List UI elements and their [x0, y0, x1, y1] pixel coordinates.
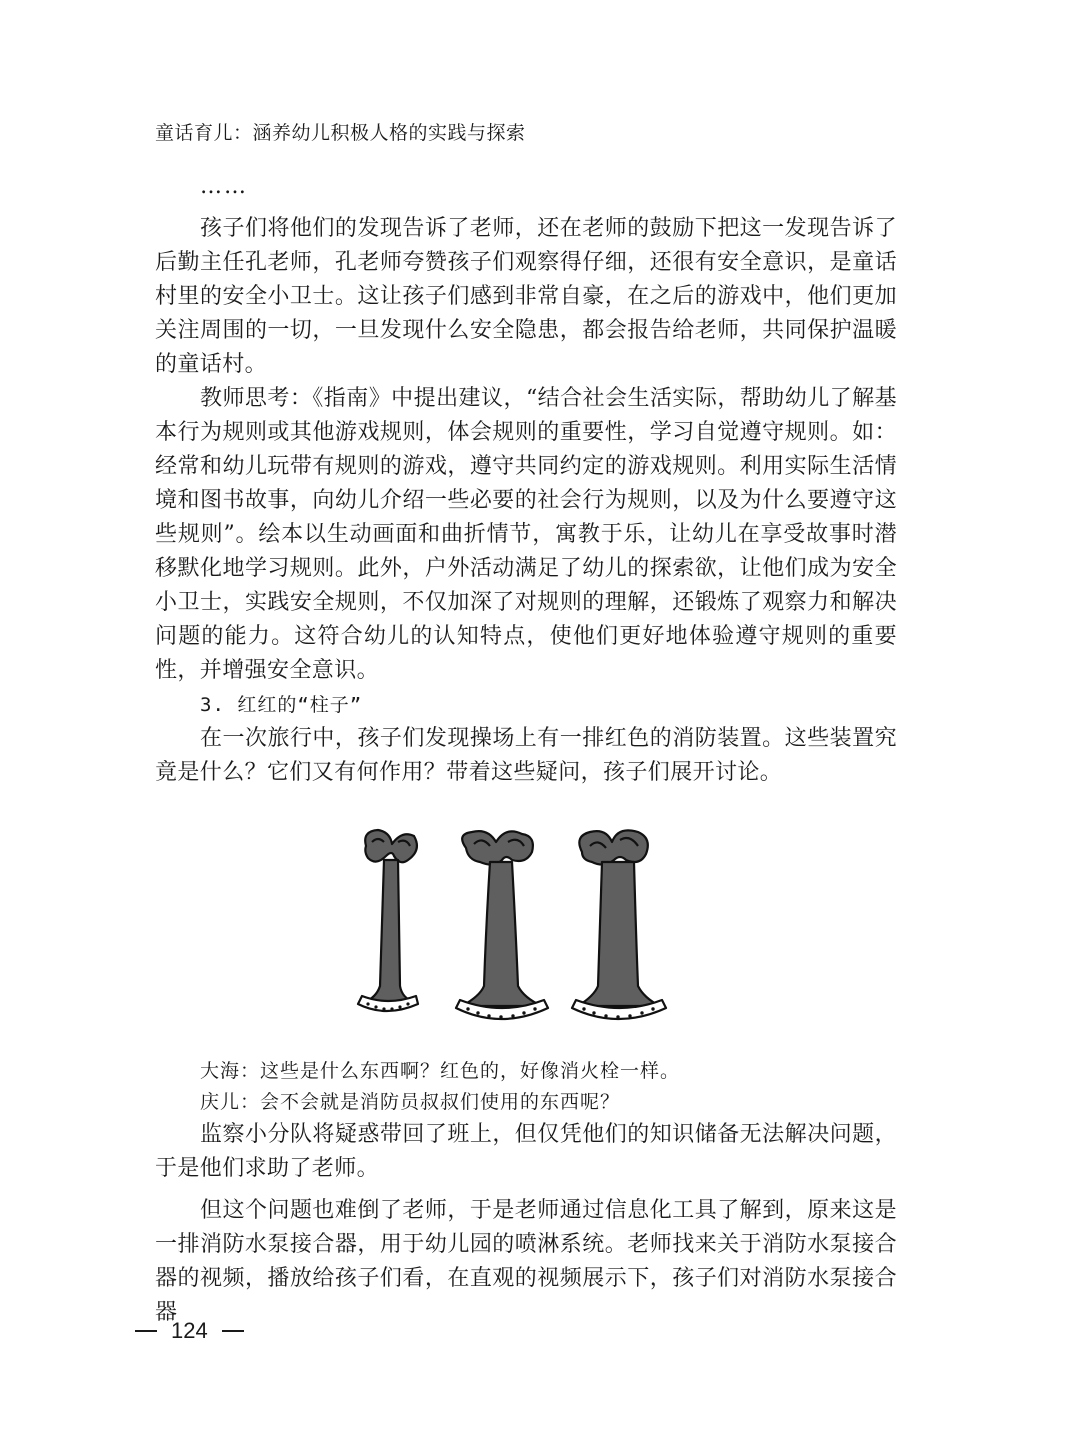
pillar-drawing-middle	[456, 831, 548, 1019]
fire-pump-connector-drawing	[356, 826, 696, 1026]
running-header: 童话育儿：涵养幼儿积极人格的实践与探索	[155, 122, 526, 144]
paragraph: 孩子们将他们的发现告诉了老师，还在老师的鼓励下把这一发现告诉了后勤主任孔老师，孔老师夸赞孩子们观察得仔细，还很有安全意识，是童话村里的安全小卫士。这让孩子们感到非常自豪，在之后的游戏中，他们更加关注周围的一切，一旦发现什么安全隐患，都会报告给老师，共同保护温暖的童话村。	[155, 216, 897, 377]
page-body	[155, 172, 897, 1330]
page-number: 124	[171, 1318, 208, 1343]
footer-dash-right	[222, 1330, 244, 1332]
dialogue-line: 大海：这些是什么东西啊？红色的，好像消火栓一样。	[200, 1060, 681, 1082]
page-footer	[135, 1318, 244, 1344]
ellipsis: ……	[200, 174, 248, 199]
section-heading: 3. 红红的“柱子”	[200, 694, 363, 716]
paragraph: 在一次旅行中，孩子们发现操场上有一排红色的消防装置。这些装置究竟是什么？它们又有何作用？带着这些疑问，孩子们展开讨论。	[155, 726, 897, 785]
paragraph: 但这个问题也难倒了老师，于是老师通过信息化工具了解到，原来这是一排消防水泵接合器，用于幼儿园的喷淋系统。老师找来关于消防水泵接合器的视频，播放给孩子们看，在直观的视频展示下，孩子们对消防水泵接合器	[155, 1198, 897, 1325]
dialogue-line: 庆儿：会不会就是消防员叔叔们使用的东西呢？	[200, 1091, 621, 1113]
teacher-reflection-paragraph: 教师思考：《指南》中提出建议，“结合社会生活实际，帮助幼儿了解基本行为规则或其他游戏规则，体会规则的重要性，学习自觉遵守规则。如：经常和幼儿玩带有规则的游戏，遵守共同约定的游戏规则。利用实际生活情境和图书故事，向幼儿介绍一些必要的社会行为规则，以及为什么要遵守这些规则”。绘本以生动画面和曲折情节，寓教于乐，让幼儿在享受故事时潜移默化地学习规则。此外，户外活动满足了幼儿的探索欲，让他们成为安全小卫士，实践安全规则，不仅加深了对规则的理解，还锻炼了观察力和解决问题的能力。这符合幼儿的认知特点，使他们更好地体验遵守规则的重要性，并增强安全意识。	[155, 386, 897, 683]
pillar-drawing-right	[572, 830, 666, 1019]
pillar-drawing-left	[358, 830, 418, 1011]
footer-dash-left	[135, 1330, 157, 1332]
paragraph: 监察小分队将疑惑带回了班上，但仅凭他们的知识储备无法解决问题，于是他们求助了老师。	[155, 1122, 897, 1181]
